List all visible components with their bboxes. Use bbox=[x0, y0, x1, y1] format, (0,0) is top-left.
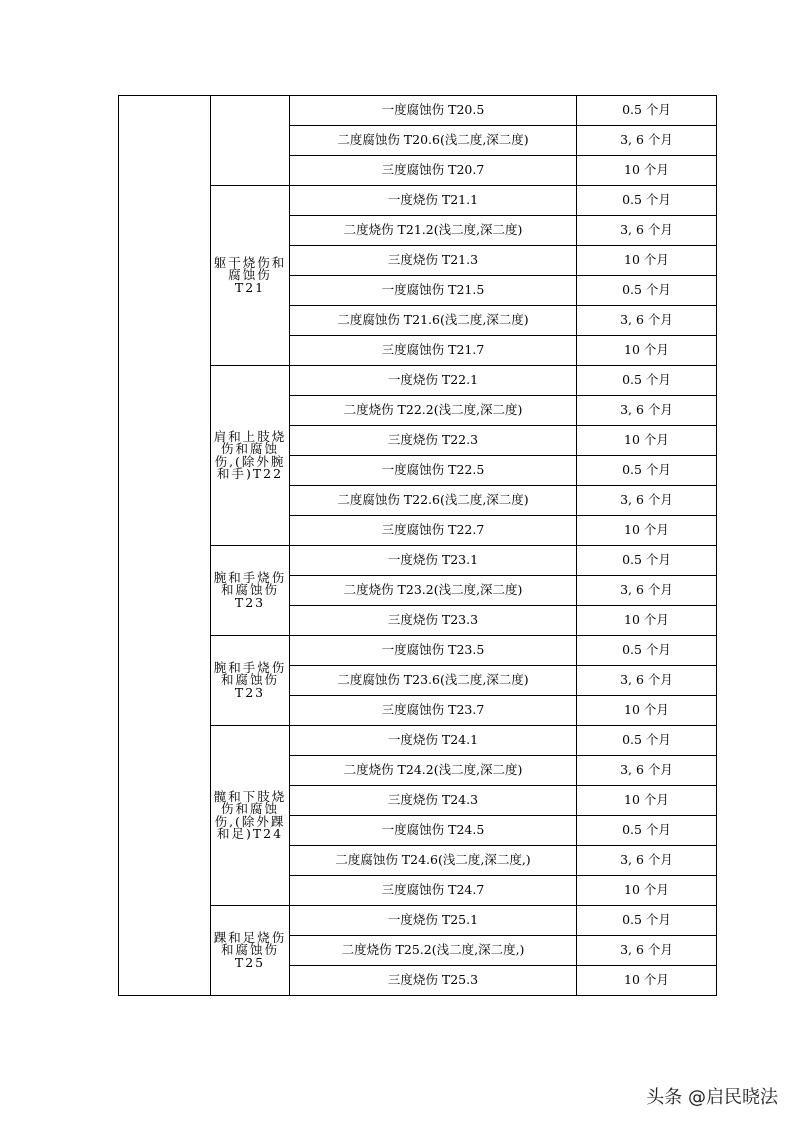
period-value: 3, 6 个月 bbox=[577, 216, 717, 246]
injury-item: 一度烧伤 T22.1 bbox=[290, 366, 577, 396]
group-label: 髋和下肢烧伤和腐蚀伤,(除外踝和足)T24 bbox=[211, 726, 290, 906]
group-label: 腕和手烧伤和腐蚀伤 T23 bbox=[211, 636, 290, 726]
injury-item: 三度烧伤 T22.3 bbox=[290, 426, 577, 456]
period-value: 0.5 个月 bbox=[577, 816, 717, 846]
period-value: 0.5 个月 bbox=[577, 186, 717, 216]
injury-item: 二度腐蚀伤 T20.6(浅二度,深二度) bbox=[290, 126, 577, 156]
period-value: 3, 6 个月 bbox=[577, 126, 717, 156]
period-value: 10 个月 bbox=[577, 516, 717, 546]
period-value: 10 个月 bbox=[577, 246, 717, 276]
period-value: 10 个月 bbox=[577, 876, 717, 906]
period-value: 0.5 个月 bbox=[577, 456, 717, 486]
group-label: 躯干烧伤和腐蚀伤 T21 bbox=[211, 186, 290, 366]
period-value: 10 个月 bbox=[577, 696, 717, 726]
injury-item: 一度烧伤 T21.1 bbox=[290, 186, 577, 216]
period-value: 3, 6 个月 bbox=[577, 756, 717, 786]
table-row bbox=[119, 96, 717, 126]
period-value: 3, 6 个月 bbox=[577, 666, 717, 696]
period-value: 3, 6 个月 bbox=[577, 306, 717, 336]
category-cell bbox=[119, 96, 211, 996]
period-value: 3, 6 个月 bbox=[577, 936, 717, 966]
injury-item: 二度烧伤 T25.2(浅二度,深二度,) bbox=[290, 936, 577, 966]
group-label: 腕和手烧伤和腐蚀伤 T23 bbox=[211, 546, 290, 636]
injury-item: 三度烧伤 T24.3 bbox=[290, 786, 577, 816]
period-value: 0.5 个月 bbox=[577, 276, 717, 306]
group-label: 肩和上肢烧伤和腐蚀伤,(除外腕和手)T22 bbox=[211, 366, 290, 546]
period-value: 3, 6 个月 bbox=[577, 396, 717, 426]
period-value: 0.5 个月 bbox=[577, 726, 717, 756]
watermark: 头条 @启民晓法 bbox=[646, 1087, 778, 1108]
injury-table bbox=[118, 95, 717, 996]
injury-item: 一度腐蚀伤 T21.5 bbox=[290, 276, 577, 306]
table-body bbox=[119, 96, 717, 996]
period-value: 10 个月 bbox=[577, 966, 717, 996]
period-value: 10 个月 bbox=[577, 156, 717, 186]
injury-item: 二度腐蚀伤 T21.6(浅二度,深二度) bbox=[290, 306, 577, 336]
injury-item: 二度烧伤 T23.2(浅二度,深二度) bbox=[290, 576, 577, 606]
period-value: 3, 6 个月 bbox=[577, 846, 717, 876]
injury-item: 一度烧伤 T25.1 bbox=[290, 906, 577, 936]
injury-item: 二度腐蚀伤 T24.6(浅二度,深二度,) bbox=[290, 846, 577, 876]
period-value: 3, 6 个月 bbox=[577, 576, 717, 606]
injury-item: 三度腐蚀伤 T24.7 bbox=[290, 876, 577, 906]
injury-item: 一度腐蚀伤 T23.5 bbox=[290, 636, 577, 666]
group-label: 踝和足烧伤和腐蚀伤 T25 bbox=[211, 906, 290, 996]
injury-item: 三度烧伤 T25.3 bbox=[290, 966, 577, 996]
period-value: 10 个月 bbox=[577, 336, 717, 366]
injury-item: 三度腐蚀伤 T22.7 bbox=[290, 516, 577, 546]
injury-item: 三度腐蚀伤 T21.7 bbox=[290, 336, 577, 366]
injury-item: 一度腐蚀伤 T24.5 bbox=[290, 816, 577, 846]
period-value: 0.5 个月 bbox=[577, 906, 717, 936]
period-value: 10 个月 bbox=[577, 786, 717, 816]
injury-item: 三度烧伤 T21.3 bbox=[290, 246, 577, 276]
period-value: 0.5 个月 bbox=[577, 366, 717, 396]
injury-item: 二度烧伤 T24.2(浅二度,深二度) bbox=[290, 756, 577, 786]
injury-item: 一度烧伤 T23.1 bbox=[290, 546, 577, 576]
injury-item: 二度烧伤 T22.2(浅二度,深二度) bbox=[290, 396, 577, 426]
period-value: 10 个月 bbox=[577, 426, 717, 456]
injury-item: 二度烧伤 T21.2(浅二度,深二度) bbox=[290, 216, 577, 246]
period-value: 0.5 个月 bbox=[577, 96, 717, 126]
injury-item: 三度腐蚀伤 T23.7 bbox=[290, 696, 577, 726]
injury-item: 一度腐蚀伤 T22.5 bbox=[290, 456, 577, 486]
injury-item: 一度腐蚀伤 T20.5 bbox=[290, 96, 577, 126]
injury-item: 三度烧伤 T23.3 bbox=[290, 606, 577, 636]
injury-item: 二度腐蚀伤 T22.6(浅二度,深二度) bbox=[290, 486, 577, 516]
group-label bbox=[211, 96, 290, 186]
injury-item: 一度烧伤 T24.1 bbox=[290, 726, 577, 756]
period-value: 10 个月 bbox=[577, 606, 717, 636]
injury-item: 三度腐蚀伤 T20.7 bbox=[290, 156, 577, 186]
period-value: 3, 6 个月 bbox=[577, 486, 717, 516]
period-value: 0.5 个月 bbox=[577, 636, 717, 666]
injury-item: 二度腐蚀伤 T23.6(浅二度,深二度) bbox=[290, 666, 577, 696]
period-value: 0.5 个月 bbox=[577, 546, 717, 576]
